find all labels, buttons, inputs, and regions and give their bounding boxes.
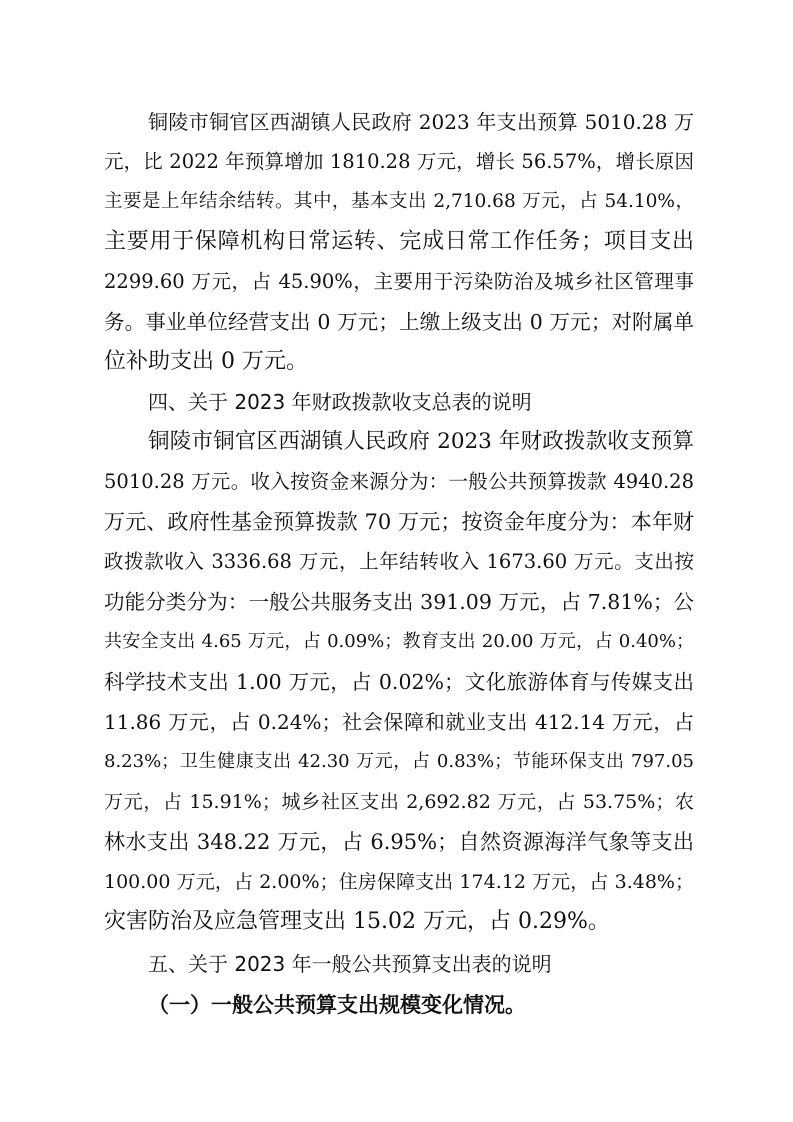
paragraph-line: 政拨款收入 3336.68 万元，上年结转收入 1673.60 万元。支出按	[104, 550, 694, 573]
subsection-heading: （一）一般公共预算支出规模变化情况。	[148, 993, 526, 1017]
paragraph-line: 2299.60 万元，占 45.90%，主要用于污染防治及城乡社区管理事	[104, 270, 694, 293]
paragraph-line: 11.86 万元，占 0.24%；社会保障和就业支出 412.14 万元，占	[104, 710, 694, 734]
paragraph-line: 主要是上年结余结转。其中，基本支出 2,710.68 万元，占 54.10%，	[104, 191, 694, 212]
paragraph-line: 万元，占 15.91%；城乡社区支出 2,692.82 万元，占 53.75%；农	[104, 791, 694, 813]
paragraph-line: 5010.28 万元。收入按资金来源分为：一般公共预算拨款 4940.28	[104, 470, 694, 493]
paragraph-line: 科学技术支出 1.00 万元，占 0.02%；文化旅游体育与传媒支出	[104, 670, 694, 694]
paragraph-line: 共安全支出 4.65 万元，占 0.09%；教育支出 20.00 万元，占 0.40%；	[104, 631, 694, 652]
paragraph-line: 万元、政府性基金预算拨款 70 万元；按资金年度分为：本年财	[104, 510, 694, 534]
paragraph-line: 铜陵市铜官区西湖镇人民政府 2023 年财政拨款收支预算	[148, 429, 694, 454]
paragraph-line: 8.23%；卫生健康支出 42.30 万元，占 0.83%；节能环保支出 797.05	[104, 751, 694, 772]
paragraph-line: 元，比 2022 年预算增加 1810.28 万元，增长 56.57%，增长原因	[104, 150, 695, 173]
paragraph-line: 灾害防治及应急管理支出 15.02 万元，占 0.29%。	[104, 909, 610, 934]
paragraph-line: 100.00 万元，占 2.00%；住房保障支出 174.12 万元，占 3.48%；	[104, 871, 694, 893]
section-heading: 五、关于 2023 年一般公共预算支出表的说明	[148, 952, 552, 976]
paragraph-line: 林水支出 348.22 万元，占 6.95%；自然资源海洋气象等支出	[104, 830, 694, 854]
paragraph-line: 功能分类分为：一般公共服务支出 391.09 万元，占 7.81%；公	[104, 590, 694, 614]
paragraph-line: 务。事业单位经营支出 0 万元；上缴上级支出 0 万元；对附属单	[104, 310, 694, 334]
section-heading: 四、关于 2023 年财政拨款收支总表的说明	[148, 390, 532, 414]
paragraph-line: 主要用于保障机构日常运转、完成日常工作任务；项目支出	[104, 229, 694, 254]
paragraph-line: 位补助支出 0 万元。	[104, 349, 308, 374]
paragraph-line: 铜陵市铜官区西湖镇人民政府 2023 年支出预算 5010.28 万	[148, 110, 694, 134]
